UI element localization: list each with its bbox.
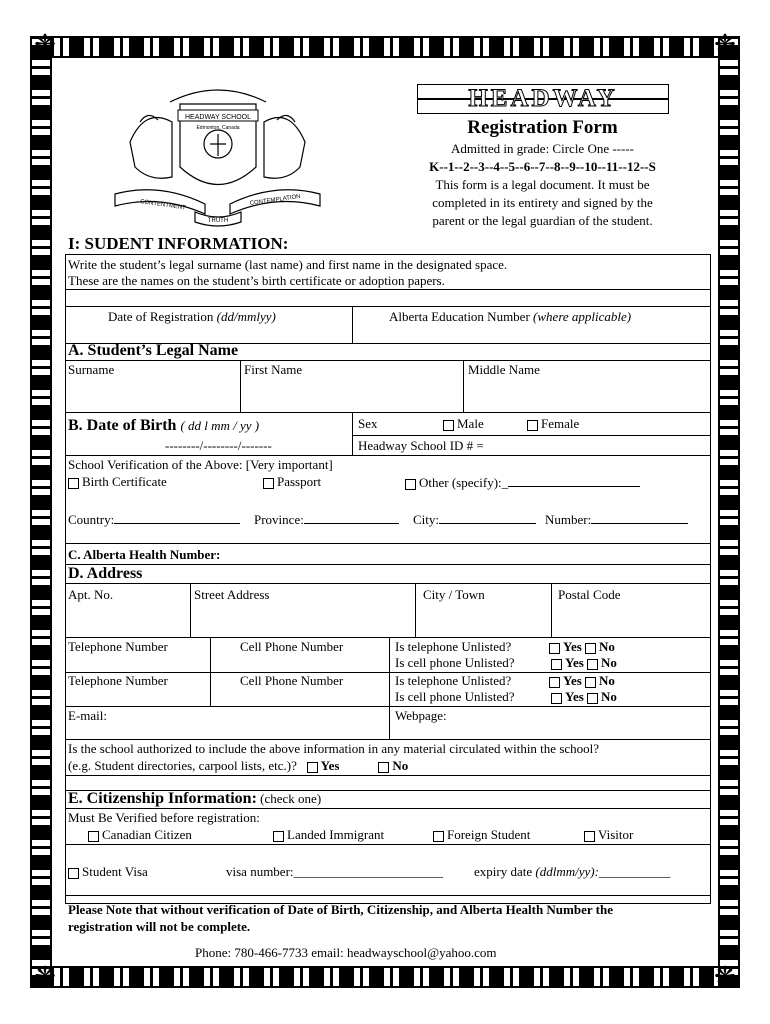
brand-name: HEADWAY [468,85,618,112]
cell-phone-field[interactable]: Cell Phone Number [240,639,344,654]
contact-info: Phone: 780-466-7733 email: headwayschool@yahoo.com [195,945,497,960]
student-visa-checkbox[interactable]: Student Visa [68,864,148,880]
verification-warning: registration will not be complete. [68,919,251,934]
logo-right-scroll: CONTEMPLATION [249,193,302,207]
decorative-border-left [30,36,52,988]
surname-field[interactable]: Surname [68,362,115,377]
date-of-birth-field[interactable]: B. Date of Birth ( dd l mm / yy ) [68,417,260,434]
male-checkbox[interactable]: Male [443,416,484,432]
telephone-unlisted-options[interactable]: Yes No [549,673,615,689]
country-field[interactable]: Country: [68,511,240,528]
cell-unlisted-options[interactable]: Yes No [551,655,617,671]
other-checkbox[interactable]: Other (specify):_ [405,474,640,491]
grade-instruction: Admitted in grade: Circle One ----- [450,141,634,156]
citizenship-heading: E. Citizenship Information: (check one) [68,790,322,807]
decorative-border-bottom [30,966,740,988]
postal-code-field[interactable]: Postal Code [558,587,621,602]
legal-note-line: completed in its entirety and signed by the [432,195,653,210]
city-field[interactable]: City: [413,511,536,528]
corner-ornament-icon: ❋ [714,30,736,59]
section-heading: I: SUDENT INFORMATION: [68,234,289,253]
telephone-unlisted-label: Is telephone Unlisted? [395,673,512,688]
authorization-question: Is the school authorized to include the above information in any material circulated within the school? [68,741,600,756]
decorative-border-top [30,36,740,58]
webpage-field[interactable]: Webpage: [395,708,447,723]
authorization-options[interactable]: (e.g. Student directories, carpool lists, etc.)? Yes No [68,758,409,773]
number-field[interactable]: Number: [545,511,688,528]
telephone-unlisted-options[interactable]: Yes No [549,639,615,655]
logo-sub-text: Edmonton, Canada [196,125,240,131]
brand-logo [417,84,669,114]
cell-unlisted-options[interactable]: Yes No [551,689,617,705]
apt-number-field[interactable]: Apt. No. [68,587,114,602]
school-crest-logo [110,82,325,232]
visitor-checkbox[interactable]: Visitor [584,827,633,843]
instruction-text: These are the names on the student’s birth certificate or adoption papers. [68,273,445,288]
alberta-education-number-label[interactable]: Alberta Education Number (where applicable) [389,309,632,324]
corner-ornament-icon: ❋ [34,962,56,991]
telephone-number-field[interactable]: Telephone Number [68,639,168,654]
verification-warning: Please Note that without verification of Date of Birth, Citizenship, and Alberta Health Number the [68,902,613,917]
visa-number-field[interactable]: visa number:_______________________ [226,864,444,879]
school-id-field[interactable]: Headway School ID # = [358,438,484,453]
decorative-border-right [718,36,740,988]
corner-ornament-icon: ❋ [34,30,56,59]
cell-phone-field[interactable]: Cell Phone Number [240,673,344,688]
date-of-registration-label[interactable]: Date of Registration (dd/mmlyy) [108,309,276,324]
grade-options[interactable]: K--1--2--3--4--5--6--7--8--9--10--11--12--S [429,159,656,174]
canadian-citizen-checkbox[interactable]: Canadian Citizen [88,827,192,843]
logo-bottom-scroll: TRUTH [207,218,229,224]
foreign-student-checkbox[interactable]: Foreign Student [433,827,530,843]
section-heading: D. Address [68,565,143,582]
cell-unlisted-label: Is cell phone Unlisted? [395,655,515,670]
landed-immigrant-checkbox[interactable]: Landed Immigrant [273,827,384,843]
instruction-text: Write the student’s legal surname (last name) and first name in the designated space. [68,257,508,272]
alberta-health-number-field[interactable]: C. Alberta Health Number: [68,547,221,562]
telephone-unlisted-label: Is telephone Unlisted? [395,639,512,654]
legal-note-line: parent or the legal guardian of the student. [432,213,653,228]
sex-label: Sex [358,416,378,431]
passport-checkbox[interactable]: Passport [263,474,321,490]
logo-left-scroll: CONTENTMENT [139,199,187,212]
date-of-birth-blank: --------/--------/------- [165,438,272,453]
first-name-field[interactable]: First Name [244,362,303,377]
middle-name-field[interactable]: Middle Name [468,362,540,377]
email-field[interactable]: E-mail: [68,708,107,723]
female-checkbox[interactable]: Female [527,416,579,432]
verification-note: Must Be Verified before registration: [68,810,260,825]
street-address-field[interactable]: Street Address [194,587,270,602]
logo-banner-text: HEADWAY SCHOOL [185,114,251,121]
verification-label: School Verification of the Above: [Very important] [68,457,333,472]
province-field[interactable]: Province: [254,511,399,528]
birth-certificate-checkbox[interactable]: Birth Certificate [68,474,167,490]
telephone-number-field[interactable]: Telephone Number [68,673,168,688]
section-heading: A. Student’s Legal Name [68,342,239,359]
city-town-field[interactable]: City / Town [423,587,485,602]
legal-note-line: This form is a legal document. It must be [435,177,650,192]
form-title: Registration Form [467,117,618,138]
expiry-date-field[interactable]: expiry date (ddlmm/yy):___________ [474,864,671,879]
cell-unlisted-label: Is cell phone Unlisted? [395,689,515,704]
corner-ornament-icon: ❋ [714,962,736,991]
